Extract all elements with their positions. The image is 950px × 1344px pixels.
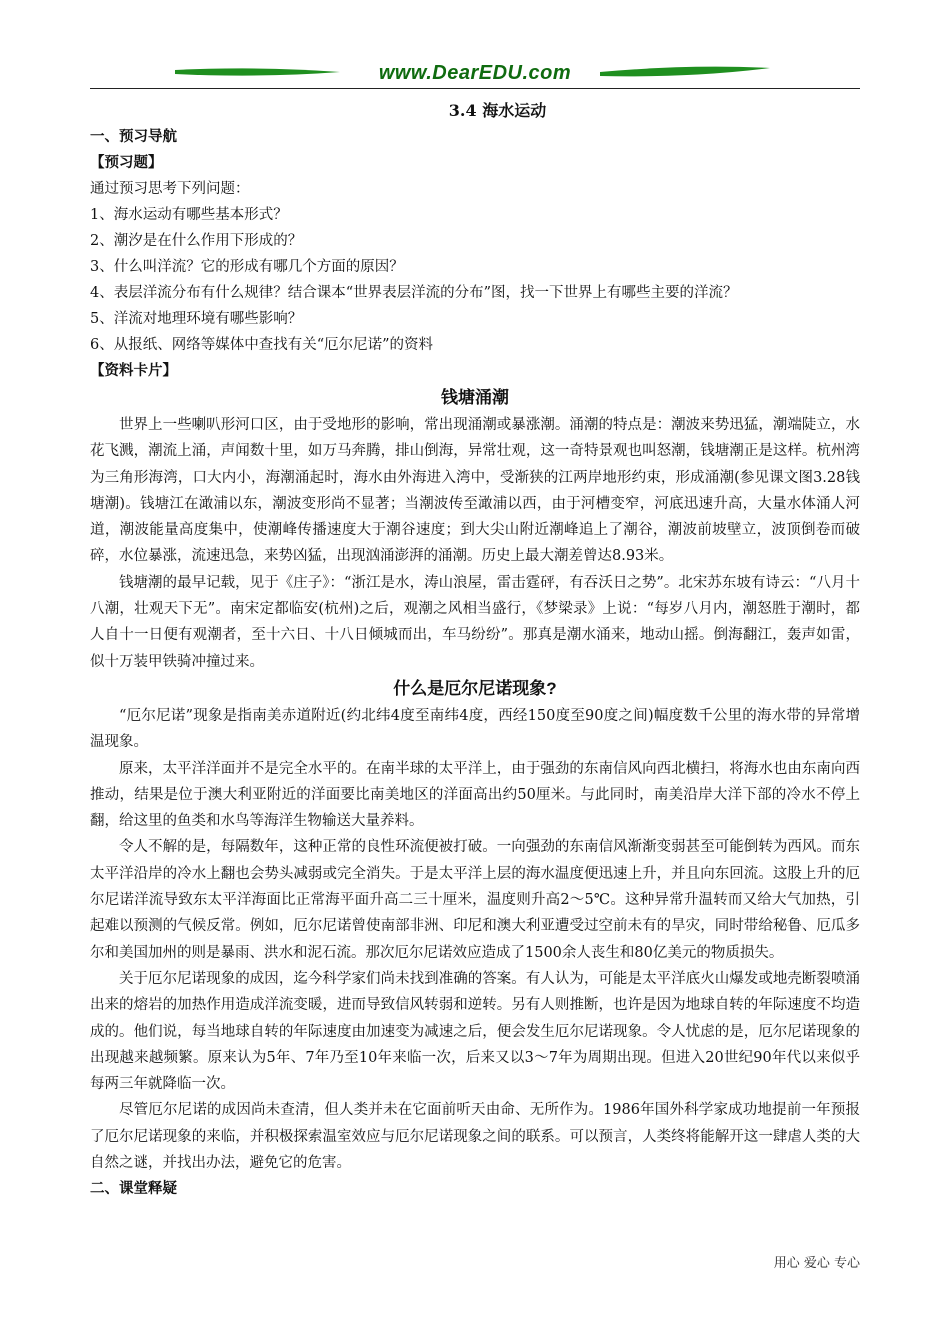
header-rule bbox=[90, 88, 860, 89]
section-heading-classroom: 二、课堂释疑 bbox=[90, 1180, 177, 1198]
question-item: 6、从报纸、网络等媒体中查找有关“厄尔尼诺”的资料 bbox=[90, 337, 434, 353]
question-item: 3、什么叫洋流？它的形成有哪几个方面的原因？ bbox=[90, 259, 404, 275]
card-paragraph: 原来，太平洋洋面并不是完全水平的。在南半球的太平洋上，由于强劲的东南信风向西北横扫，将海水也由东南向西推动，结果是位于澳大利亚附近的洋面要比南美地区的洋面高出约50厘米。与此同时，南美沿岸大洋下部的冷水不停上翻，给这里的鱼类和水鸟等海洋生物输送大量养料。 bbox=[90, 760, 860, 830]
site-banner bbox=[90, 58, 860, 88]
preview-questions-label: 【预习题】 bbox=[90, 154, 163, 171]
card-title-el-nino: 什么是厄尔尼诺现象? bbox=[393, 678, 557, 698]
site-url: www.DearEDU.com bbox=[378, 62, 572, 84]
document-body bbox=[90, 98, 860, 1202]
question-item: 4、表层洋流分布有什么规律？结合课本“世界表层洋流的分布”图，找一下世界上有哪些主要的洋流？ bbox=[90, 285, 738, 301]
question-item: 1、海水运动有哪些基本形式？ bbox=[90, 207, 288, 223]
section-heading-preview: 一、预习导航 bbox=[90, 128, 177, 145]
card-paragraph: 令人不解的是，每隔数年，这种正常的良性环流便被打破。一向强劲的东南信风渐渐变弱甚至可能倒转为西风。而东太平洋沿岸的冷水上翻也会势头减弱或完全消失。于是太平洋上层的海水温度便迅速上升，并且向东回流。这股上升的厄尔尼诺洋流导致东太平洋海面比正常海平面升高二三十厘米，温度则升高2～5℃。这种异常升温转而又给大气加热，引起难以预测的气候反常。例如，厄尔尼诺曾使南部非洲、印尼和澳大利亚遭受过空前未有的旱灾，同时带给秘鲁、厄瓜多尔和美国加州的则是暴雨、洪水和泥石流。那次厄尔尼诺效应造成了1500余人丧生和80亿美元的物质损失。 bbox=[90, 839, 860, 961]
question-item: 5、洋流对地理环境有哪些影响？ bbox=[90, 311, 303, 327]
resource-card-label: 【资料卡片】 bbox=[90, 362, 177, 379]
preview-intro: 通过预习思考下列问题： bbox=[90, 181, 250, 197]
card-title-qiantang: 钱塘涌潮 bbox=[441, 388, 509, 407]
card-paragraph: 钱塘潮的最早记载，见于《庄子》：“浙江是水，涛山浪屋，雷击霆砰，有吞沃日之势”。北宋苏东坡有诗云：“八月十八潮，壮观天下无”。南宋定都临安(杭州)之后，观潮之风相当盛行，《梦梁录》上说：“每岁八月内，潮怒胜于潮时，都人自十一日便有观潮者，至十六日、十八日倾城而出，车马纷纷”。那真是潮水涌来，地动山摇。倒海翻江，轰声如雷，似十万装甲铁骑冲撞过来。 bbox=[90, 574, 860, 670]
card-paragraph: 关于厄尔尼诺现象的成因，迄今科学家们尚未找到准确的答案。有人认为，可能是太平洋底火山爆发或地壳断裂喷涌出来的熔岩的加热作用造成洋流变暖，进而导致信风转弱和逆转。另有人则推断，也许是因为地球自转的年际速度不均造成的。他们说，每当地球自转的年际速度由加速变为减速之后，便会发生厄尔尼诺现象。令人忧虑的是，厄尔尼诺现象的出现越来越频繁。原来认为5年、7年乃至10年来临一次，后来又以3～7年为周期出现。但进入20世纪90年代以来似乎每两三年就降临一次。 bbox=[90, 970, 860, 1093]
question-item: 2、潮汐是在什么作用下形成的？ bbox=[90, 233, 303, 249]
card-paragraph: 世界上一些喇叭形河口区，由于受地形的影响，常出现涌潮或暴涨潮。涌潮的特点是：潮波来势迅猛，潮端陡立，水花飞溅，潮流上涌，声闻数十里，如万马奔腾，排山倒海，异常壮观，这一奇特景观也叫怒潮，钱塘潮正是这样。杭州湾为三角形海湾，口大内小，海潮涌起时，海水由外海进入湾中，受渐狭的江两岸地形约束，形成涌潮(参见课文图3.28钱塘潮)。钱塘江在澉浦以东，潮波变形尚不显著；当潮波传至澉浦以西，由于河槽变窄，河底迅速升高，大量水体涌人河道，潮波能量高度集中，使潮峰传播速度大于潮谷速度；到大尖山附近潮峰追上了潮谷，潮波前坡壁立，波顶倒卷而破碎，水位暴涨，流速迅急，来势凶猛，出现汹涌澎湃的涌潮。历史上最大潮差曾达8.93米。 bbox=[90, 417, 861, 565]
card-paragraph: “厄尔尼诺”现象是指南美赤道附近(约北纬4度至南纬4度，西经150度至90度之间)幅度数千公里的海水带的异常增温现象。 bbox=[90, 707, 860, 751]
page-title: 3.4 海水运动 bbox=[448, 101, 547, 120]
card-paragraph: 尽管厄尔尼诺的成因尚未查清，但人类并未在它面前听天由命、无所作为。1986年国外科学家成功地提前一年预报了厄尔尼诺现象的来临，并积极探索温室效应与厄尔尼诺现象之间的联系。可以预言，人类终将能解开这一肆虐人类的大自然之谜，并找出办法，避免它的危害。 bbox=[90, 1102, 860, 1172]
page-footer: 用心 爱心 专心 bbox=[773, 1256, 860, 1271]
